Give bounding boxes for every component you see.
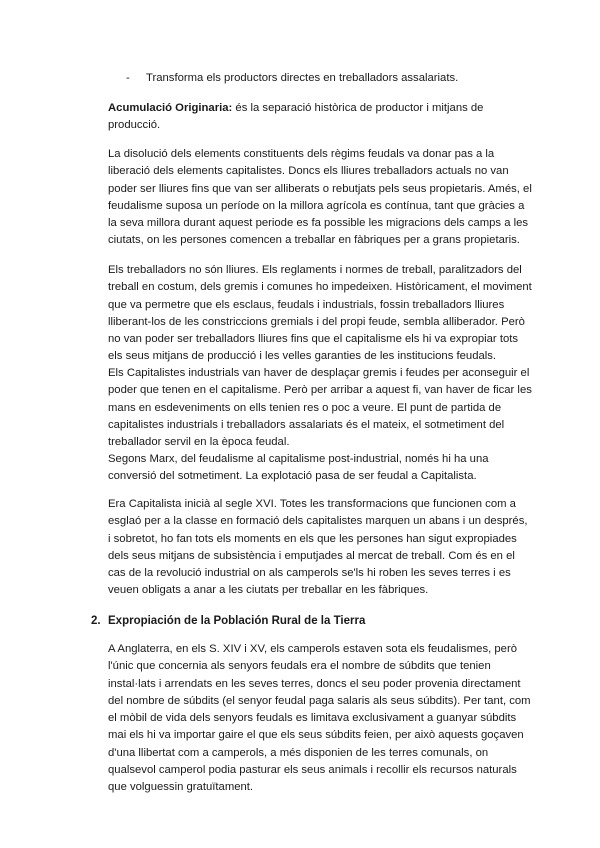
bullet-dash: - (126, 72, 130, 84)
definition-term: Acumulació Originaria: (108, 102, 233, 114)
definition-paragraph (108, 100, 532, 135)
bullet-text: Transforma els productors directes en treballadors assalariats. (146, 72, 459, 84)
section-paragraph: A Anglaterra, en els S. XIV i XV, els camperols estaven sota els feudalismes, però l'únic que concernia als senyors feudals era el nombre de súbdits que tenien instal·lats i arrendats en les seves terres, doncs el seu poder provenia directament del nombre de súbdits (el senyor feudal paga salaris als seus súbdits). Per tant, com el mòbil de vida dels senyors feudals es limitava exclusivament a guanyar súbdits mai els hi va importar gaire el que els seus súbdits feien, per això aquests goçaven d'una llibertat com a camperols, a més disponien de les terres comunals, on qualsevol camperol podia pasturar els seus animals i recollir els recursos naturals que volguessin gratuïtament. (108, 643, 531, 794)
body-paragraph-2: Els treballadors no són lliures. Els reglaments i normes de treball, paralitzadors del treball en costum, dels gremis i comunes ho impedeixen. Històricament, el moviment que va permetre que els esclaus, feudals i industrials, fossin treballadors lliures lliberant-los de les constriccions gremials i del propi feude, sembla alliberador. Però no van poder ser treballadors lliures fins que el capitalisme els hi va expropiar tots els seus mitjans de producció i les velles garanties de les institucions feudals. (108, 264, 532, 363)
section-title: Expropiación de la Población Rural de la Tierra (108, 615, 366, 627)
body-paragraph-5: Era Capitalista inicià al segle XVI. Totes les transformacions que funcionen com a esglaó per a la classe en formació dels capitalistes marquen un abans i un després, i sobretot, ho fan tots els moments en els que les persones han sigut expropiades dels seus mitjans de subsistència i emputjades al mercat de treball. Com és en el cas de la revolució industrial on als camperols se'ls hi roben les seves terres i es veuen obligats a anar a les ciutats per treballar en les fàbriques. (108, 498, 528, 597)
body-paragraph-3: Els Capitalistes industrials van haver de desplaçar gremis i feudes per aconseguir el poder que tenen en el capitalisme. Però per arribar a aquest fi, van haver de ficar les mans en esdeveniments on ells tenien res o poc a veure. El punt de partida de capitalistes industrials i treballadors assalariats és el mateix, el sotmetiment del treballador servil en la època feudal. (108, 367, 532, 449)
section-heading (91, 613, 365, 630)
definition-text: és la separació històrica de productor i mitjans de producció. (108, 102, 484, 132)
body-paragraph-4: Segons Marx, del feudalisme al capitalisme post-industrial, només hi ha una conversió del sotmetiment. La explotació pasa de ser feudal a Capitalista. (108, 453, 489, 483)
body-paragraph-1: La disolució dels elements constituents dels règims feudals va donar pas a la liberació dels elements capitalistes. Doncs els lliures treballadors actuals no van poder ser lliures fins que van ser alliberats o rebutjats pels seus propietaris. Amés, el feudalisme suposa un període on la millora agrícola es contínua, tant que gràcies a la seva millora durant aquest periode es fa possible les migracions dels camps a les ciutats, on les persones comencen a treballar en fàbriques per a grans propietaris. (108, 148, 532, 247)
section-number: 2. (91, 615, 101, 627)
bullet-item (126, 70, 458, 87)
